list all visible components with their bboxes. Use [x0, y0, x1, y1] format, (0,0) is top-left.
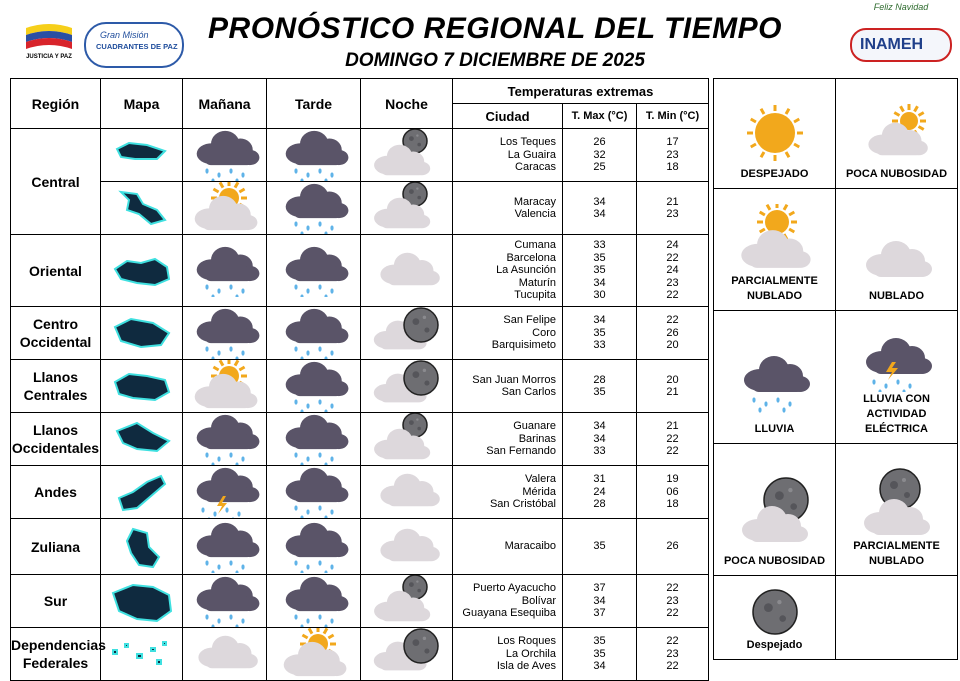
- city-cell: [453, 182, 563, 235]
- rain-cloud-icon: [730, 348, 820, 422]
- region-map-icon: [107, 184, 177, 232]
- map-cell: [101, 628, 183, 681]
- tmax-value: 37: [593, 582, 606, 595]
- table-row: [11, 182, 709, 235]
- partly-cloudy-icon: [187, 182, 263, 234]
- region-map-icon: [107, 523, 177, 571]
- tmax-cell: [563, 182, 637, 235]
- city-cell: [453, 235, 563, 307]
- afternoon-cell: [267, 360, 361, 413]
- header-tmax: T. Max (°C): [563, 104, 637, 129]
- tmin-cell: [637, 129, 709, 182]
- tmin-value: 22: [666, 289, 679, 302]
- cuadrantes-de-paz-logo: [84, 22, 184, 68]
- tmax-value: 35: [593, 251, 606, 264]
- tmax-cell: [563, 466, 637, 519]
- greeting-text: Feliz Navidad: [873, 2, 929, 12]
- header-tmin: T. Min (°C): [637, 104, 709, 129]
- tmin-value: 06: [666, 485, 679, 498]
- header-afternoon: Tarde: [267, 79, 361, 129]
- afternoon-cell: [267, 129, 361, 182]
- rain-cloud-icon: [276, 245, 352, 297]
- map-cell: [101, 360, 183, 413]
- rain-cloud-icon: [187, 575, 263, 627]
- moon-icon: [745, 586, 805, 638]
- city-name: Barquisimeto: [491, 339, 556, 352]
- city-cell: [453, 129, 563, 182]
- region-cell: Dependencias Federales: [11, 628, 101, 681]
- tmin-value: 19: [666, 473, 679, 486]
- tmax-value: 34: [593, 432, 606, 445]
- city-cell: [453, 628, 563, 681]
- rain-cloud-icon: [276, 129, 352, 181]
- rain-cloud-icon: [187, 521, 263, 573]
- legend-despejado-noche: [714, 576, 836, 660]
- tmin-value: 17: [666, 136, 679, 149]
- tmin-cell: [637, 307, 709, 360]
- afternoon-cell: [267, 307, 361, 360]
- tmax-value: 31: [593, 473, 606, 486]
- header-morning: Mañana: [183, 79, 267, 129]
- tmin-value: 21: [666, 386, 679, 398]
- tmin-value: 22: [666, 314, 679, 327]
- tmin-value: 23: [666, 148, 679, 161]
- city-name: Maracay: [513, 195, 556, 208]
- tmax-cell: [563, 307, 637, 360]
- night-cell: [361, 360, 453, 413]
- map-cell: [101, 466, 183, 519]
- night-cloudy-icon: [369, 129, 445, 181]
- region-cell: Central: [11, 129, 101, 235]
- rain-cloud-icon: [276, 413, 352, 465]
- tmax-value: 34: [593, 195, 606, 208]
- night-cell: [361, 575, 453, 628]
- inameh-badge: [850, 28, 952, 62]
- tmin-value: 22: [666, 432, 679, 445]
- city-name: San Juan Morros: [472, 373, 556, 386]
- tmin-value: 21: [666, 420, 679, 433]
- header-map: Mapa: [101, 79, 183, 129]
- forecast-table: [10, 78, 709, 681]
- city-name: Mérida: [522, 485, 556, 498]
- night-moon-icon: [369, 307, 445, 359]
- table-row: [11, 466, 709, 519]
- morning-cell: [183, 307, 267, 360]
- region-cell: Andes: [11, 466, 101, 519]
- city-cell: [453, 575, 563, 628]
- tmin-value: 22: [666, 635, 679, 648]
- tmax-cell: [563, 129, 637, 182]
- legend-empty: [836, 576, 958, 660]
- tmin-cell: [637, 519, 709, 575]
- table-row: [11, 360, 709, 413]
- table-row: [11, 235, 709, 307]
- night-moon-icon: [369, 628, 445, 680]
- tmin-cell: [637, 413, 709, 466]
- legend-despejado: [714, 79, 836, 189]
- city-name: Maracaibo: [504, 540, 556, 553]
- tmax-value: 26: [593, 136, 606, 149]
- forecast-rows: [11, 129, 709, 681]
- afternoon-cell: [267, 466, 361, 519]
- rain-cloud-icon: [276, 466, 352, 518]
- region-cell: Llanos Occidentales: [11, 413, 101, 466]
- night-cloudy-icon: [369, 182, 445, 234]
- table-row: [11, 413, 709, 466]
- legend-label: LLUVIA: [754, 423, 795, 435]
- tmin-value: 26: [666, 326, 679, 339]
- city-name: La Asunción: [496, 264, 556, 277]
- city-name: San Cristóbal: [489, 498, 556, 511]
- table-row: [11, 129, 709, 182]
- city-name: Barinas: [518, 432, 556, 445]
- tmin-value: 22: [666, 582, 679, 595]
- tmin-value: 21: [666, 195, 679, 208]
- map-cell: [101, 575, 183, 628]
- map-cell: [101, 235, 183, 307]
- region-map-icon: [107, 131, 177, 179]
- legend-label: Despejado: [746, 639, 803, 651]
- tmin-cell: [637, 360, 709, 413]
- morning-cell: [183, 235, 267, 307]
- tmin-value: 22: [666, 251, 679, 264]
- night-cell: [361, 182, 453, 235]
- tmax-value: 34: [593, 594, 606, 607]
- tmax-value: 30: [593, 289, 606, 302]
- morning-cell: [183, 519, 267, 575]
- legend-label: NUBLADO: [869, 290, 924, 302]
- sun-icon: [735, 99, 815, 167]
- storm-cloud-icon: [187, 466, 263, 518]
- inameh-text: INAMEH: [860, 36, 924, 53]
- region-map-icon: [107, 247, 177, 295]
- tmin-value: 18: [666, 161, 679, 174]
- header-night: Noche: [361, 79, 453, 129]
- rain-cloud-icon: [276, 360, 352, 412]
- legend-lluvia: [714, 311, 836, 444]
- tmin-value: 23: [666, 594, 679, 607]
- rain-cloud-icon: [187, 245, 263, 297]
- region-map-icon: [107, 468, 177, 516]
- tmax-value: 28: [593, 373, 606, 386]
- city-name: San Fernando: [486, 445, 556, 458]
- tmax-cell: [563, 575, 637, 628]
- tmin-cell: [637, 575, 709, 628]
- tmin-cell: [637, 182, 709, 235]
- map-cell: [101, 413, 183, 466]
- city-name: La Guaira: [507, 148, 556, 161]
- cloudy-icon: [369, 521, 445, 573]
- rain-cloud-icon: [276, 521, 352, 573]
- legend-nublado: [836, 189, 958, 311]
- legend-label: LLUVIA CON ACTIVIDAD ELÉCTRICA: [863, 393, 930, 435]
- night-cell: [361, 235, 453, 307]
- region-cell: Centro Occidental: [11, 307, 101, 360]
- night-moon-icon: [369, 360, 445, 412]
- tmin-value: 24: [666, 239, 679, 252]
- tmin-value: 22: [666, 445, 679, 458]
- tmax-value: 28: [593, 498, 606, 511]
- city-cell: [453, 466, 563, 519]
- partly-cloudy-icon: [276, 628, 352, 680]
- legend-parcialmente-nublado-noche: [836, 444, 958, 576]
- region-map-icon: [107, 362, 177, 410]
- legend-poca-nubosidad-noche: [714, 444, 836, 576]
- tmax-cell: [563, 360, 637, 413]
- night-cell: [361, 413, 453, 466]
- tmax-value: 34: [593, 208, 606, 220]
- city-cell: [453, 413, 563, 466]
- tmax-value: 35: [593, 264, 606, 277]
- tmin-value: 20: [666, 339, 679, 352]
- city-name: Tucupita: [514, 289, 556, 302]
- legend-table: [713, 78, 958, 660]
- tmax-value: 35: [593, 635, 606, 648]
- map-cell: [101, 129, 183, 182]
- city-name: San Felipe: [503, 314, 556, 327]
- legend-label: PARCIALMENTE NUBLADO: [853, 540, 940, 567]
- map-cell: [101, 182, 183, 235]
- table-row: [11, 628, 709, 681]
- rain-cloud-icon: [276, 307, 352, 359]
- map-cell: [101, 519, 183, 575]
- legend-label: POCA NUBOSIDAD: [845, 168, 948, 180]
- morning-cell: [183, 182, 267, 235]
- city-cell: [453, 307, 563, 360]
- night-cell: [361, 466, 453, 519]
- tmax-value: 33: [593, 339, 606, 352]
- morning-cell: [183, 413, 267, 466]
- tmax-value: 35: [593, 540, 606, 553]
- cloudy-icon: [187, 628, 263, 680]
- region-map-icon: [107, 630, 177, 678]
- tmax-value: 34: [593, 314, 606, 327]
- logo-mid-text-a: Gran Misión: [100, 30, 149, 40]
- city-name: Barcelona: [506, 251, 556, 264]
- partly-cloudy-icon: [187, 360, 263, 412]
- tmin-value: 20: [666, 373, 679, 386]
- afternoon-cell: [267, 628, 361, 681]
- legend-label: PARCIALMENTE NUBLADO: [731, 275, 818, 302]
- tmin-value: 23: [666, 208, 679, 220]
- tmax-value: 34: [593, 420, 606, 433]
- few-clouds-icon: [857, 99, 937, 167]
- city-name: Los Teques: [499, 136, 556, 149]
- morning-cell: [183, 129, 267, 182]
- region-map-icon: [107, 577, 177, 625]
- tmax-cell: [563, 235, 637, 307]
- city-name: Cumana: [514, 239, 556, 252]
- tmax-value: 32: [593, 148, 606, 161]
- header-temps: Temperaturas extremas: [453, 79, 709, 104]
- tmin-cell: [637, 628, 709, 681]
- table-row: [11, 575, 709, 628]
- region-cell: Sur: [11, 575, 101, 628]
- cloudy-icon: [369, 466, 445, 518]
- city-name: Valera: [525, 473, 556, 486]
- afternoon-cell: [267, 182, 361, 235]
- rain-cloud-icon: [187, 307, 263, 359]
- city-name: Los Roques: [497, 635, 556, 648]
- tmin-cell: [637, 235, 709, 307]
- legend-label: POCA NUBOSIDAD: [723, 555, 826, 567]
- morning-cell: [183, 628, 267, 681]
- afternoon-cell: [267, 413, 361, 466]
- legend-parcialmente-nublado: [714, 189, 836, 311]
- table-row: [11, 307, 709, 360]
- tmax-value: 34: [593, 660, 606, 673]
- tmax-cell: [563, 413, 637, 466]
- tmin-cell: [637, 466, 709, 519]
- city-cell: [453, 360, 563, 413]
- map-cell: [101, 307, 183, 360]
- tmin-value: 18: [666, 498, 679, 511]
- logo-left-text: JUSTICIA Y PAZ: [26, 54, 72, 60]
- afternoon-cell: [267, 519, 361, 575]
- tmin-value: 23: [666, 276, 679, 289]
- tmax-value: 33: [593, 239, 606, 252]
- page-date: DOMINGO 7 DICIEMBRE DE 2025: [345, 50, 645, 71]
- tmax-cell: [563, 628, 637, 681]
- cloudy-icon: [852, 229, 942, 289]
- header-region: Región: [11, 79, 101, 129]
- city-name: La Orchila: [505, 647, 556, 660]
- tmin-value: 23: [666, 647, 679, 660]
- tmax-value: 37: [593, 607, 606, 620]
- tmin-value: 22: [666, 607, 679, 620]
- city-name: Coro: [532, 326, 556, 339]
- tmin-value: 26: [666, 540, 679, 553]
- morning-cell: [183, 575, 267, 628]
- city-name: Guanare: [513, 420, 556, 433]
- city-name: Bolívar: [521, 594, 556, 607]
- logo-mid-text-b: CUADRANTES DE PAZ: [96, 42, 178, 51]
- justicia-y-paz-logo: [20, 20, 78, 66]
- legend-lluvia-electrica: [836, 311, 958, 444]
- tmax-value: 35: [593, 386, 606, 398]
- tmax-value: 25: [593, 161, 606, 174]
- inameh-logo: [846, 0, 956, 70]
- rain-cloud-icon: [187, 413, 263, 465]
- tmin-value: 24: [666, 264, 679, 277]
- night-cell: [361, 307, 453, 360]
- region-cell: Llanos Centrales: [11, 360, 101, 413]
- tmax-cell: [563, 519, 637, 575]
- city-cell: [453, 519, 563, 575]
- night-cell: [361, 129, 453, 182]
- region-cell: Zuliana: [11, 519, 101, 575]
- tmax-value: 34: [593, 276, 606, 289]
- night-partly-cloudy-icon: [852, 463, 942, 539]
- afternoon-cell: [267, 575, 361, 628]
- partly-cloudy-icon: [725, 204, 825, 274]
- night-cell: [361, 628, 453, 681]
- city-name: Isla de Aves: [496, 660, 556, 673]
- tmax-value: 35: [593, 326, 606, 339]
- city-name: Guayana Esequiba: [462, 607, 556, 620]
- morning-cell: [183, 360, 267, 413]
- night-cloudy-icon: [369, 413, 445, 465]
- rain-cloud-icon: [276, 575, 352, 627]
- region-map-icon: [107, 415, 177, 463]
- rain-cloud-icon: [276, 182, 352, 234]
- legend-poca-nubosidad: [836, 79, 958, 189]
- afternoon-cell: [267, 235, 361, 307]
- morning-cell: [183, 466, 267, 519]
- tmin-value: 22: [666, 660, 679, 673]
- city-name: San Carlos: [501, 386, 556, 398]
- city-name: Puerto Ayacucho: [473, 582, 556, 595]
- cloudy-icon: [369, 245, 445, 297]
- storm-cloud-icon: [852, 332, 942, 392]
- tmax-value: 24: [593, 485, 606, 498]
- region-map-icon: [107, 309, 177, 357]
- rain-cloud-icon: [187, 129, 263, 181]
- legend-label: DESPEJADO: [740, 168, 809, 180]
- tmax-value: 35: [593, 647, 606, 660]
- night-cloudy-icon: [369, 575, 445, 627]
- venezuela-flag-icon: [20, 20, 78, 54]
- page-title: PRONÓSTICO REGIONAL DEL TIEMPO: [208, 12, 782, 45]
- night-cloudy-icon: [730, 474, 820, 554]
- table-row: [11, 519, 709, 575]
- night-cell: [361, 519, 453, 575]
- region-cell: Oriental: [11, 235, 101, 307]
- header-city: Ciudad: [453, 104, 563, 129]
- city-name: Maturín: [518, 276, 556, 289]
- city-name: Caracas: [515, 161, 556, 174]
- city-name: Valencia: [514, 208, 556, 220]
- tmax-value: 33: [593, 445, 606, 458]
